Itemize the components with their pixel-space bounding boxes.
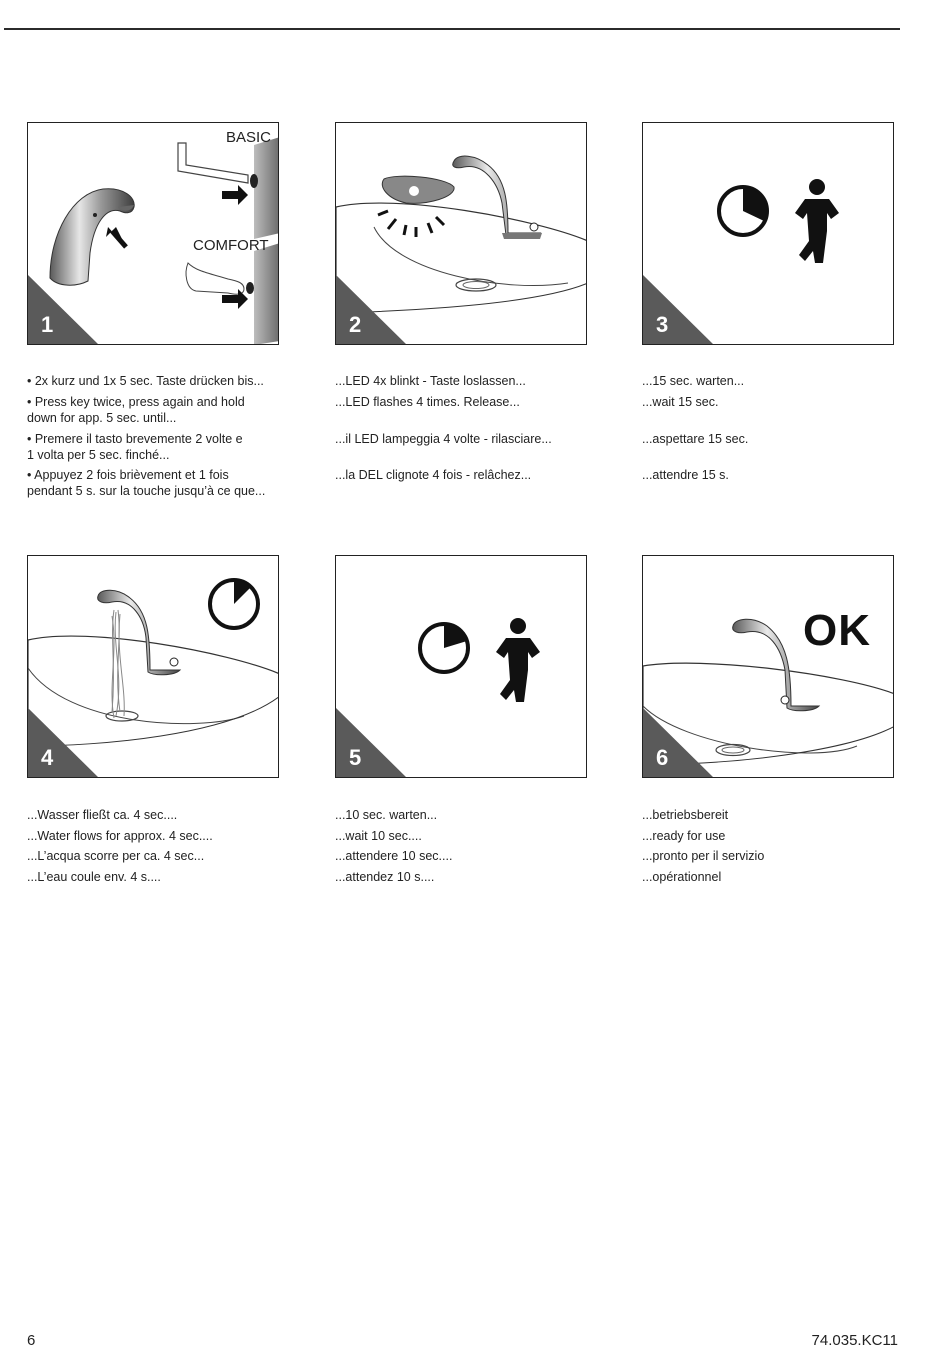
step-2-illustration [335, 122, 587, 345]
waiting-person-icon [795, 179, 839, 263]
ok-label: OK [803, 606, 871, 655]
basic-label: BASIC [226, 129, 272, 146]
instruction-de: ...Wasser fließt ca. 4 sec.... [27, 808, 178, 822]
page-number: 6 [27, 1332, 36, 1349]
instruction-en: ...Water flows for approx. 4 sec.... [27, 829, 213, 843]
step-number: 6 [656, 745, 669, 770]
instruction-de: ...betriebsbereit [642, 808, 729, 822]
instruction-en: ...wait 15 sec. [642, 395, 719, 409]
instruction-en: ...ready for use [642, 829, 726, 843]
comfort-label: COMFORT [193, 237, 269, 254]
instruction-fr: ...opérationnel [642, 870, 722, 884]
instruction-de: • 2x kurz und 1x 5 sec. Taste drücken bis... [27, 374, 264, 388]
step-5-illustration [335, 555, 587, 778]
instruction-fr: • Appuyez 2 fois brièvement et 1 fois pendant 5 s. sur la touche jusqu’à ce que... [27, 468, 266, 498]
instruction-de: ...15 sec. warten... [642, 374, 745, 388]
top-rule [4, 28, 900, 30]
step-number: 3 [656, 312, 669, 337]
instruction-fr: ...attendre 15 s. [642, 468, 729, 482]
instruction-it: • Premere il tasto brevemente 2 volte e 1 volta per 5 sec. finché... [27, 432, 243, 462]
step-number: 2 [349, 312, 362, 337]
wait-15-sec-illustration [643, 123, 894, 345]
instruction-it: ...attendere 10 sec.... [335, 849, 453, 863]
document-code: 74.035.KC11 [811, 1332, 898, 1349]
step-3-illustration [642, 122, 894, 345]
instruction-it: ...L’acqua scorre per ca. 4 sec... [27, 849, 205, 863]
ready-for-use-illustration [643, 556, 894, 778]
step-number: 5 [349, 745, 362, 770]
instruction-fr: ...attendez 10 s.... [335, 870, 435, 884]
instruction-en: ...wait 10 sec.... [335, 829, 422, 843]
step-number: 1 [41, 312, 54, 337]
instruction-de: ...10 sec. warten... [335, 808, 438, 822]
water-flowing-illustration [28, 556, 279, 778]
instruction-de: ...LED 4x blinkt - Taste loslassen... [335, 374, 526, 388]
instruction-it: ...aspettare 15 sec. [642, 432, 749, 446]
wait-10-sec-illustration [336, 556, 587, 778]
timer-icon [420, 624, 468, 672]
timer-icon [719, 187, 767, 235]
step-1-illustration [27, 122, 279, 345]
instruction-en: ...LED flashes 4 times. Release... [335, 395, 520, 409]
led-flashing-illustration [336, 123, 587, 345]
faucet-press-key-illustration [28, 123, 279, 345]
instruction-fr: ...L’eau coule env. 4 s.... [27, 870, 161, 884]
step-number: 4 [41, 745, 54, 770]
waiting-person-icon [496, 618, 540, 702]
instruction-en: • Press key twice, press again and hold down for app. 5 sec. until... [27, 395, 245, 425]
step-6-illustration [642, 555, 894, 778]
instruction-it: ...pronto per il servizio [642, 849, 765, 863]
instruction-fr: ...la DEL clignote 4 fois - relâchez... [335, 468, 532, 482]
step-4-illustration [27, 555, 279, 778]
instruction-it: ...il LED lampeggia 4 volte - rilasciare... [335, 432, 552, 446]
